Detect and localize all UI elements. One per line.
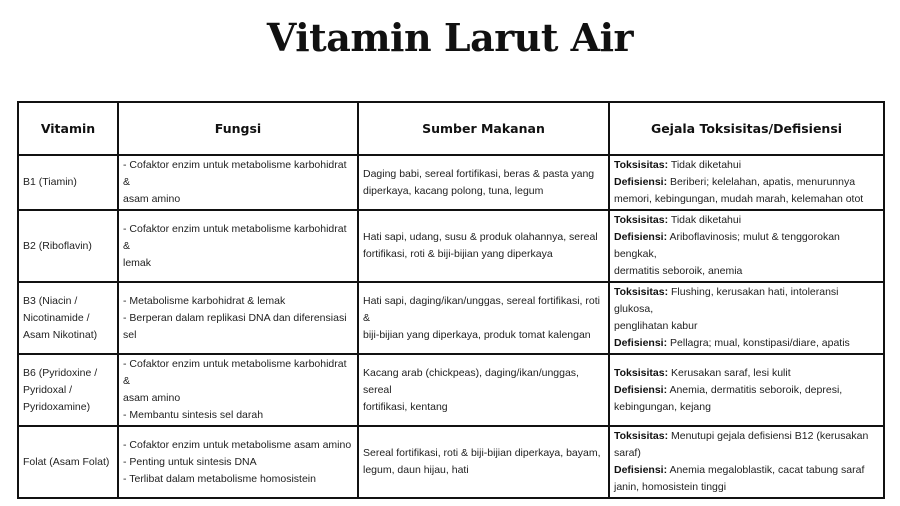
sumber-line: fortifikasi, roti & biji-bijian yang diperkaya (363, 248, 553, 260)
cell-sumber (358, 354, 609, 426)
defisiensi-label: Defisiensi: (614, 383, 668, 396)
cell-gejala (609, 282, 884, 354)
sumber-line: Hati sapi, udang, susu & produk olahannya, sereal (363, 231, 598, 243)
fungsi-line: - Berperan dalam replikasi DNA dan diferensiasi sel (123, 311, 347, 341)
defisiensi-line (614, 382, 879, 399)
toksisitas-line (614, 212, 879, 229)
toksisitas-text: Flushing, kerusakan hati, intoleransi glukosa, (614, 286, 839, 315)
sumber-line: biji-bijian yang diperkaya, produk tomat kalengan (363, 328, 591, 341)
fungsi-line: - Cofaktor enzim untuk metabolisme karbohidrat & (123, 358, 347, 387)
cell-sumber (358, 282, 609, 354)
fungsi-line: - Penting untuk sintesis DNA (123, 455, 257, 468)
fungsi-line: - Cofaktor enzim untuk metabolisme karbohidrat & (123, 159, 347, 188)
cell-fungsi (118, 210, 358, 282)
defisiensi-line (614, 462, 879, 479)
fungsi-line: - Cofaktor enzim untuk metabolisme karbohidrat & (123, 222, 347, 252)
vitamin-name: B6 (Pyridoxine / (23, 366, 98, 379)
defisiensi-line (614, 229, 879, 263)
toksisitas-line (614, 284, 879, 318)
vitamin-name: Pyridoxamine) (23, 400, 91, 413)
header-vitamin: Vitamin (18, 102, 118, 155)
defisiensi-text: dermatitis seboroik, anemia (614, 265, 743, 277)
cell-vitamin (18, 282, 118, 354)
toksisitas-label: Toksisitas: (614, 214, 669, 226)
cell-fungsi (118, 354, 358, 426)
cell-fungsi (118, 426, 358, 498)
toksisitas-text: Menutupi gejala defisiensi B12 (kerusakan (671, 430, 869, 442)
toksisitas-text: Kerusakan saraf, lesi kulit (671, 366, 791, 379)
toksisitas-line (614, 365, 879, 382)
defisiensi-label: Defisiensi: (614, 337, 668, 349)
cell-gejala (609, 210, 884, 282)
vitamin-name: B1 (Tiamin) (23, 176, 77, 188)
cell-vitamin (18, 155, 118, 210)
sumber-line: fortifikasi, kentang (363, 400, 448, 413)
defisiensi-line (614, 174, 879, 191)
cell-fungsi (118, 155, 358, 210)
defisiensi-text: Anemia, dermatitis seboroik, depresi, (669, 383, 843, 396)
defisiensi-label: Defisiensi: (614, 464, 668, 476)
fungsi-line: - Terlibat dalam metabolisme homosistein (123, 472, 316, 485)
defisiensi-line (614, 335, 879, 352)
defisiensi-text: Beriberi; kelelahan, apatis, menurunnya (670, 176, 856, 188)
sumber-line: legum, daun hijau, hati (363, 464, 469, 476)
defisiensi-label: Defisiensi: (614, 231, 668, 243)
toksisitas-label: Toksisitas: (614, 430, 669, 442)
toksisitas-label: Toksisitas: (614, 286, 669, 298)
header-sumber-makanan: Sumber Makanan (358, 102, 609, 155)
cell-vitamin (18, 426, 118, 498)
cell-gejala (609, 155, 884, 210)
fungsi-line: lemak (123, 256, 152, 269)
cell-gejala (609, 354, 884, 426)
vitamin-name: Asam Nikotinat) (23, 328, 98, 341)
sumber-line: Hati sapi, daging/ikan/unggas, sereal fortifikasi, roti & (363, 294, 600, 324)
defisiensi-text: memori, kebingungan, mudah marah, kelemahan otot (614, 193, 864, 205)
vitamin-name: B2 (Riboflavin) (23, 239, 92, 252)
toksisitas-label: Toksisitas: (614, 366, 669, 379)
toksisitas-text: Tidak diketahui (670, 159, 742, 171)
cell-sumber (358, 426, 609, 498)
toksisitas-line (614, 428, 879, 445)
table-header-row (18, 102, 884, 155)
toksisitas-line (614, 157, 879, 174)
fungsi-line: asam amino (123, 193, 181, 205)
header-fungsi: Fungsi (118, 102, 358, 155)
toksisitas-text: Tidak diketahui (670, 214, 742, 226)
table-row (18, 354, 884, 426)
vitamin-name: B3 (Niacin / (23, 294, 78, 307)
fungsi-line: - Metabolisme karbohidrat & lemak (123, 294, 286, 307)
cell-vitamin (18, 210, 118, 282)
table-row (18, 210, 884, 282)
sumber-line: Sereal fortifikasi, roti & biji-bijian diperkaya, bayam, (363, 447, 601, 459)
table-row (18, 155, 884, 210)
sumber-line: Daging babi, sereal fortifikasi, beras & pasta yang (363, 167, 595, 180)
defisiensi-text: janin, homosistein tinggi (614, 481, 727, 493)
cell-sumber (358, 155, 609, 210)
sumber-line: Kacang arab (chickpeas), daging/ikan/unggas, sereal (363, 366, 579, 396)
cell-gejala (609, 426, 884, 498)
defisiensi-text: kebingungan, kejang (614, 400, 711, 413)
vitamin-table (17, 101, 885, 499)
table-row (18, 282, 884, 354)
defisiensi-label: Defisiensi: (614, 176, 668, 188)
toksisitas-text: saraf) (614, 447, 641, 459)
sumber-line: diperkaya, kacang polong, tuna, legum (363, 184, 544, 197)
cell-vitamin (18, 354, 118, 426)
cell-sumber (358, 210, 609, 282)
fungsi-line: asam amino (123, 392, 181, 404)
vitamin-name: Folat (Asam Folat) (23, 455, 110, 468)
defisiensi-text: Pellagra; mual, konstipasi/diare, apatis (670, 337, 850, 349)
defisiensi-text: Anemia megaloblastik, cacat tabung saraf (669, 464, 865, 476)
fungsi-line: - Membantu sintesis sel darah (123, 409, 264, 421)
fungsi-line: - Cofaktor enzim untuk metabolisme asam amino (123, 438, 352, 451)
table-row (18, 426, 884, 498)
toksisitas-label: Toksisitas: (614, 159, 669, 171)
vitamin-name: Pyridoxal / (23, 383, 73, 396)
page-title: Vitamin Larut Air (266, 15, 634, 60)
vitamin-name: Nicotinamide / (23, 311, 90, 324)
header-gejala: Gejala Toksisitas/Defisiensi (609, 102, 884, 155)
cell-fungsi (118, 282, 358, 354)
toksisitas-text: penglihatan kabur (614, 320, 698, 332)
defisiensi-text: Ariboflavinosis; mulut & tenggorokan bengkak, (614, 231, 840, 260)
